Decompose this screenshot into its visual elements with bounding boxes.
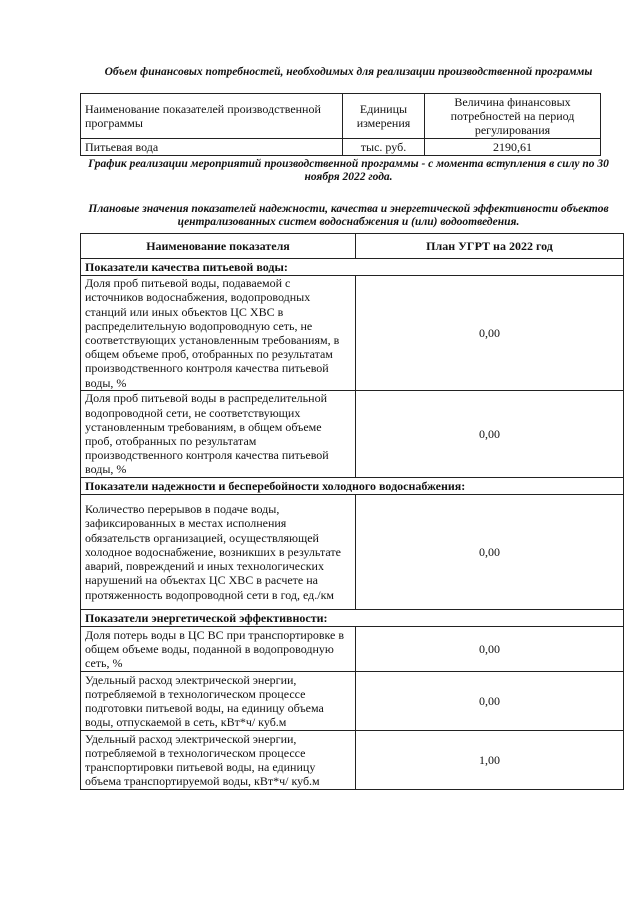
section-row xyxy=(81,610,624,627)
finance-header-row xyxy=(81,94,601,139)
table-row xyxy=(81,731,624,790)
indicator-value: 0,00 xyxy=(356,627,624,672)
indicator-value: 0,00 xyxy=(356,276,624,391)
table-row xyxy=(81,627,624,672)
section-title-reliability: Показатели надежности и бесперебойности холодного водоснабжения: xyxy=(81,478,624,495)
reliability-table xyxy=(80,233,624,790)
indicator-value: 0,00 xyxy=(356,495,624,610)
finance-table xyxy=(80,93,601,156)
reliability-header-row xyxy=(81,234,624,259)
indicator-value: 0,00 xyxy=(356,672,624,731)
schedule-heading: График реализации мероприятий производственной программы - с момента вступления в силу по 30 ноября 2022 года. xyxy=(88,158,609,183)
table-row xyxy=(81,276,624,391)
section-title-energy: Показатели энергетической эффективности: xyxy=(81,610,624,627)
section-row xyxy=(81,259,624,276)
finance-row xyxy=(81,139,601,156)
indicator-name: Доля проб питьевой воды в распределительной водопроводной сети, не соответствующих установленным требованиям, в общем объеме проб, отобранных по результатам производственного контроля качества питьевой воды, % xyxy=(81,391,356,478)
finance-header-value: Величина финансовых потребностей на период регулирования xyxy=(425,94,601,139)
finance-heading: Объем финансовых потребностей, необходимых для реализации производственной программы xyxy=(104,66,593,78)
indicator-name: Количество перерывов в подаче воды, зафиксированных в местах исполнения обязательств организацией, осуществляющей холодное водоснабжение, возникших в результате аварий, повреждений и иных технологических нарушений на объектах ЦС ХВС в расчете на протяженность водопроводной сети в год, ед./км xyxy=(81,495,356,610)
indicator-name: Удельный расход электрической энергии, потребляемой в технологическом процессе подготовки питьевой воды, на единицу объема воды, отпускаемой в сеть, кВт*ч/ куб.м xyxy=(81,672,356,731)
header-indicator-name: Наименование показателя xyxy=(81,234,356,259)
finance-row-unit: тыс. руб. xyxy=(343,139,425,156)
indicator-name: Удельный расход электрической энергии, потребляемой в технологическом процессе транспортировки питьевой воды, на единицу объема транспортируемой воды, кВт*ч/ куб.м xyxy=(81,731,356,790)
finance-header-unit: Единицы измерения xyxy=(343,94,425,139)
indicator-name: Доля потерь воды в ЦС ВС при транспортировке в общем объеме воды, поданной в водопроводную сеть, % xyxy=(81,627,356,672)
header-plan: План УГРТ на 2022 год xyxy=(356,234,624,259)
finance-row-name: Питьевая вода xyxy=(81,139,343,156)
section-row xyxy=(81,478,624,495)
indicator-value: 0,00 xyxy=(356,391,624,478)
table-row xyxy=(81,495,624,610)
indicator-value: 1,00 xyxy=(356,731,624,790)
finance-header-name: Наименование показателей производственной программы xyxy=(81,94,343,139)
finance-row-value: 2190,61 xyxy=(425,139,601,156)
indicator-name: Доля проб питьевой воды, подаваемой с источников водоснабжения, водопроводных станций или иных объектов ЦС ХВС в распределительную водопроводную сеть, не соответствующих установленным требованиям, в общем объеме проб, отобранных по результатам производственного контроля качества питьевой воды, % xyxy=(81,276,356,391)
table-row xyxy=(81,672,624,731)
table-row xyxy=(81,391,624,478)
reliability-heading: Плановые значения показателей надежности, качества и энергетической эффективности объектов централизованных систем водоснабжения и (или) водоотведения. xyxy=(88,203,609,228)
section-title-quality: Показатели качества питьевой воды: xyxy=(81,259,624,276)
